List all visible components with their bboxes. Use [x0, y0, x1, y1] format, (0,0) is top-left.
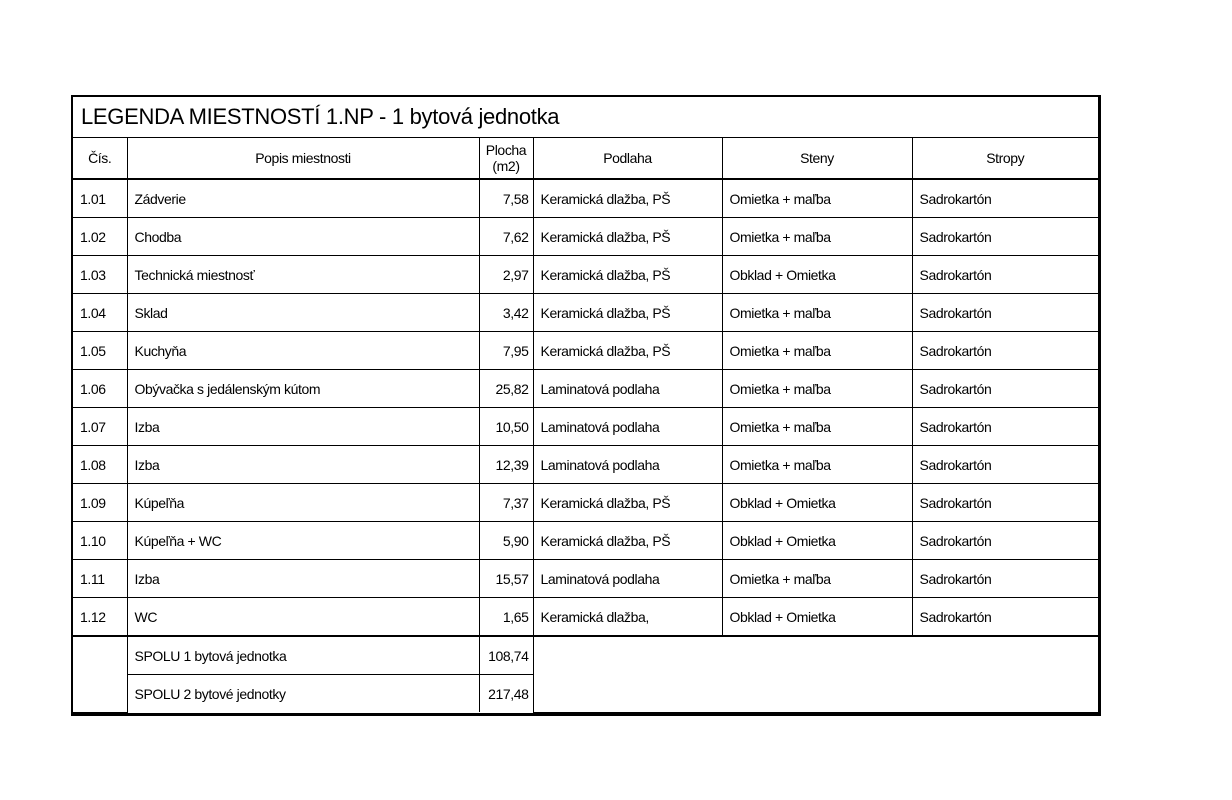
- room-area: 15,57: [479, 560, 533, 598]
- room-description: Kúpeľňa + WC: [127, 522, 479, 560]
- room-walls: Obklad + Omietka: [722, 522, 912, 560]
- total-number-blank: [73, 636, 127, 712]
- room-floor: Keramická dlažba, PŠ: [533, 256, 722, 294]
- room-area: 7,58: [479, 179, 533, 218]
- room-area: 3,42: [479, 294, 533, 332]
- header-floor: Podlaha: [533, 138, 722, 179]
- total-row: [73, 636, 1098, 675]
- room-walls: Omietka + maľba: [722, 332, 912, 370]
- room-description: Kuchyňa: [127, 332, 479, 370]
- room-number: 1.08: [73, 446, 127, 484]
- room-number: 1.12: [73, 598, 127, 637]
- table-row: [73, 332, 1098, 370]
- room-floor: Keramická dlažba, PŠ: [533, 218, 722, 256]
- table-row: [73, 522, 1098, 560]
- room-description: Technická miestnosť: [127, 256, 479, 294]
- room-walls: Omietka + maľba: [722, 218, 912, 256]
- room-ceiling: Sadrokartón: [912, 598, 1098, 637]
- legend-title: LEGENDA MIESTNOSTÍ 1.NP - 1 bytová jednotka: [73, 97, 1098, 138]
- room-ceiling: Sadrokartón: [912, 370, 1098, 408]
- room-area: 2,97: [479, 256, 533, 294]
- header-description: Popis miestnosti: [127, 138, 479, 179]
- room-number: 1.09: [73, 484, 127, 522]
- header-walls: Steny: [722, 138, 912, 179]
- room-area: 25,82: [479, 370, 533, 408]
- total-label: SPOLU 1 bytová jednotka: [127, 636, 479, 675]
- room-number: 1.05: [73, 332, 127, 370]
- room-area: 10,50: [479, 408, 533, 446]
- room-floor: Keramická dlažba, PŠ: [533, 332, 722, 370]
- room-area: 5,90: [479, 522, 533, 560]
- room-area: 7,37: [479, 484, 533, 522]
- table-row: [73, 179, 1098, 218]
- total-value: 108,74: [479, 636, 533, 675]
- room-floor: Laminatová podlaha: [533, 370, 722, 408]
- room-description: Chodba: [127, 218, 479, 256]
- header-area-line2: (m2): [492, 158, 520, 174]
- room-number: 1.04: [73, 294, 127, 332]
- room-floor: Laminatová podlaha: [533, 560, 722, 598]
- room-ceiling: Sadrokartón: [912, 294, 1098, 332]
- total-label: SPOLU 2 bytové jednotky: [127, 675, 479, 713]
- table-row: [73, 294, 1098, 332]
- room-number: 1.02: [73, 218, 127, 256]
- room-ceiling: Sadrokartón: [912, 256, 1098, 294]
- room-area: 1,65: [479, 598, 533, 637]
- room-number: 1.01: [73, 179, 127, 218]
- room-description: Izba: [127, 408, 479, 446]
- room-walls: Omietka + maľba: [722, 294, 912, 332]
- room-floor: Keramická dlažba,: [533, 598, 722, 637]
- room-legend-table-frame: [71, 95, 1101, 716]
- total-empty-area: [533, 636, 1098, 712]
- table-row: [73, 218, 1098, 256]
- room-walls: Omietka + maľba: [722, 446, 912, 484]
- room-floor: Keramická dlažba, PŠ: [533, 179, 722, 218]
- table-row: [73, 560, 1098, 598]
- table-row: [73, 484, 1098, 522]
- room-description: WC: [127, 598, 479, 637]
- room-ceiling: Sadrokartón: [912, 522, 1098, 560]
- header-ceiling: Stropy: [912, 138, 1098, 179]
- room-ceiling: Sadrokartón: [912, 446, 1098, 484]
- room-ceiling: Sadrokartón: [912, 179, 1098, 218]
- room-description: Obývačka s jedálenským kútom: [127, 370, 479, 408]
- room-legend-table: [73, 138, 1098, 713]
- room-walls: Obklad + Omietka: [722, 256, 912, 294]
- table-row: [73, 408, 1098, 446]
- room-floor: Keramická dlažba, PŠ: [533, 294, 722, 332]
- room-description: Kúpeľňa: [127, 484, 479, 522]
- room-ceiling: Sadrokartón: [912, 332, 1098, 370]
- table-row: [73, 598, 1098, 637]
- room-walls: Obklad + Omietka: [722, 484, 912, 522]
- room-description: Izba: [127, 446, 479, 484]
- header-area-line1: Plocha: [485, 142, 527, 158]
- room-floor: Keramická dlažba, PŠ: [533, 484, 722, 522]
- header-area: [479, 138, 533, 179]
- room-area: 12,39: [479, 446, 533, 484]
- room-walls: Omietka + maľba: [722, 408, 912, 446]
- table-row: [73, 446, 1098, 484]
- total-value: 217,48: [479, 675, 533, 713]
- room-walls: Omietka + maľba: [722, 370, 912, 408]
- table-row: [73, 370, 1098, 408]
- header-number: Čís.: [73, 138, 127, 179]
- table-row: [73, 256, 1098, 294]
- room-walls: Omietka + maľba: [722, 179, 912, 218]
- header-row: [73, 138, 1098, 179]
- room-number: 1.11: [73, 560, 127, 598]
- room-description: Izba: [127, 560, 479, 598]
- room-number: 1.06: [73, 370, 127, 408]
- room-walls: Obklad + Omietka: [722, 598, 912, 637]
- room-floor: Laminatová podlaha: [533, 408, 722, 446]
- room-number: 1.03: [73, 256, 127, 294]
- room-area: 7,62: [479, 218, 533, 256]
- room-description: Zádverie: [127, 179, 479, 218]
- room-walls: Omietka + maľba: [722, 560, 912, 598]
- room-floor: Keramická dlažba, PŠ: [533, 522, 722, 560]
- room-ceiling: Sadrokartón: [912, 560, 1098, 598]
- room-ceiling: Sadrokartón: [912, 484, 1098, 522]
- room-description: Sklad: [127, 294, 479, 332]
- room-area: 7,95: [479, 332, 533, 370]
- room-ceiling: Sadrokartón: [912, 218, 1098, 256]
- room-number: 1.10: [73, 522, 127, 560]
- room-floor: Laminatová podlaha: [533, 446, 722, 484]
- room-number: 1.07: [73, 408, 127, 446]
- room-ceiling: Sadrokartón: [912, 408, 1098, 446]
